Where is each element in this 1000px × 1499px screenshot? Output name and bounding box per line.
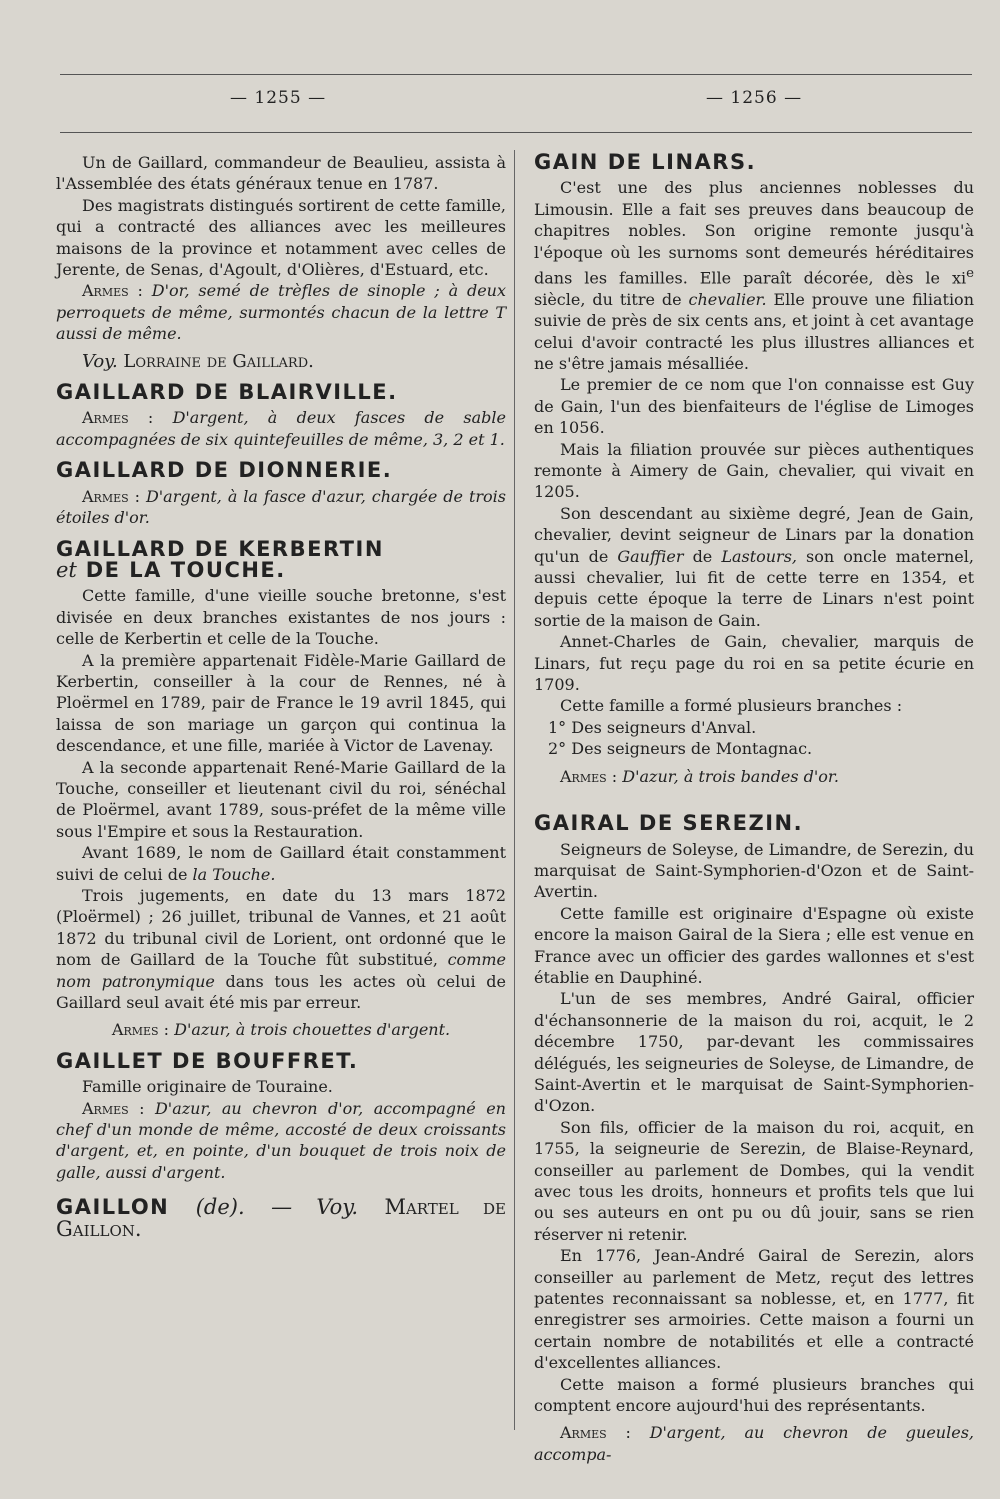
arms-entry: Armes : D'azur, à trois chouettes d'argent. [111,1020,451,1040]
right-page-number: — 1256 — [706,88,803,108]
cross-reference: Voy. Lorraine de Gaillard. [82,350,314,372]
paragraph: Son descendant au sixième degré, Jean de Gain, chevalier, devint seigneur de Linars par la donation qu'un de Gauffier de Lastours, son oncle maternel, aussi chevalier, lui fit de cette terre en 1354, et depuis cette époque la terre de Linars n'est point sortie de la maison de Gain. [534,503,974,630]
right-column [534,152,974,1471]
paragraph: Seigneurs de Soleyse, de Limandre, de Serezin, du marquisat de Saint-Symphorien-d'Ozon et de Saint-Avertin. [534,839,974,902]
paragraph: A la première appartenait Fidèle-Marie Gaillard de Kerbertin, conseiller à la cour de Rennes, né à Ploërmel en 1789, pair de France le 19 avril 1845, qui laissa de son mariage un garçon qui continua la descendance, et une fille, mariée à Victor de Lavenay. [56,650,506,756]
entry-heading: GAILLARD DE BLAIRVILLE. [56,380,398,405]
column-divider [514,150,515,1430]
entry-heading: GAILLET DE BOUFFRET. [56,1048,359,1073]
paragraph: Cette famille est originaire d'Espagne où existe encore la maison Gairal de la Siera ; elle est venue en France avec un officier des gardes wallonnes et s'est établie en Dauphiné. [534,903,974,987]
arms-entry: Armes : D'argent, à deux fasces de sable accompagnées de six quintefeuilles de même, 3, 2 et 1. [56,408,506,449]
paragraph: Annet-Charles de Gain, chevalier, marquis de Linars, fut reçu page du roi en sa petite écurie en 1709. [534,632,974,695]
paragraph: L'un de ses membres, André Gairal, officier d'échansonnerie de la maison du roi, acquit, le 2 décembre 1750, par-devant les commissaires délégués, les seigneuries de Soleyse, de Limandre, de Saint-Avertin et le marquisat de Saint-Symphorien-d'Ozon. [534,989,974,1116]
paragraph: C'est une des plus anciennes noblesses du Limousin. Elle a fait ses preuves dans beaucoup de chapitres nobles. Son origine remonte jusqu'à l'époque où les surnoms sont demeurés héréditaires dans les familles. Elle paraît décorée, dès le $xi^e$ siècle, du titre de chevalier. Elle prouve une filiation suivie de près de six cents ans, et joint à cet avantage celui d'avoir contracté les plus illustres alliances et ne s'être jamais mésalliée. [534,178,974,373]
arms-entry: Armes : D'argent, à la fasce d'azur, chargée de trois étoiles d'or. [56,486,506,528]
paragraph: Famille originaire de Touraine. [82,1077,333,1097]
entry-heading: GAILLARD DE KERBERTIN et DE LA TOUCHE. [56,536,384,582]
arms-entry: Armes : D'argent, au chevron de gueules, accompa- [534,1423,974,1464]
paragraph: Trois jugements, en date du 13 mars 1872 (Ploërmel) ; 26 juillet, tribunal de Vannes, et 21 août 1872 du tribunal civil de Lorient, ont ordonné que le nom de Gaillard de la Touche fût substitué, comme nom patronymique dans tous les actes où celui de Gaillard seul avait été mis par erreur. [56,886,506,1013]
arms-entry: Armes : D'azur, au chevron d'or, accompagné en chef d'un monde de même, accosté de deux croissants d'argent, et, en pointe, d'un bouquet de trois noix de galle, aussi d'argent. [56,1098,506,1182]
paragraph: Le premier de ce nom que l'on connaisse est Guy de Gain, l'un des bienfaiteurs de l'église de Limoges en 1056. [534,375,974,438]
paragraph: A la seconde appartenait René-Marie Gaillard de la Touche, conseiller et lieutenant civil du roi, sénéchal de Ploërmel, avant 1789, sous-préfet de la même ville sous l'Empire et sous la Restauration. [56,757,506,841]
top-rule [60,74,972,75]
header-rule [60,132,972,133]
left-page-number: — 1255 — [230,88,327,108]
entry-heading: GAIN DE LINARS. [534,150,757,174]
arms-entry: Armes : D'or, semé de trèfles de sinople ; à deux perroquets de même, surmontés chacun de la lettre T aussi de même. [56,281,506,344]
arms-entry: Armes : D'azur, à trois bandes d'or. [560,766,839,786]
paragraph: Des magistrats distingués sortirent de cette famille, qui a contracté des alliances avec les meilleures maisons de la province et notamment avec celles de Jerente, de Senas, d'Agoult, d'Olières, d'Estuard, etc. [56,195,506,280]
entry-heading: GAIRAL DE SEREZIN. [534,811,804,836]
list-item: 1° Des seigneurs d'Anval. [548,717,757,737]
paragraph: Avant 1689, le nom de Gaillard était constamment suivi de celui de la Touche. [56,843,506,884]
paragraph: Mais la filiation prouvée sur pièces authentiques remonte à Aimery de Gain, chevalier, qui vivait en 1205. [534,439,974,502]
list-item: 2° Des seigneurs de Montagnac. [548,739,813,759]
left-column [56,152,506,1244]
entry-heading: GAILLON (de). — Voy. Martel de Gaillon. [56,1195,506,1241]
paragraph: Son fils, officier de la maison du roi, acquit, en 1755, la seigneurie de Serezin, de Blaise-Reynard, conseiller au parlement de Dombes, qui la vendit avec tous les droits, honneurs et profits tels que lui ou ses auteurs en ont pu ou dû jouir, sans se rien réserver ni retenir. [534,1117,974,1244]
paragraph: En 1776, Jean-André Gairal de Serezin, alors conseiller au parlement de Metz, reçut des lettres patentes reconnaissant sa noblesse, et, en 1777, fit enregistrer ses armoiries. Cette maison a fourni un certain nombre de notabilités et elle a contracté d'excellentes alliances. [534,1246,974,1373]
paragraph: Cette maison a formé plusieurs branches qui comptent encore aujourd'hui des représentants. [534,1374,974,1416]
paragraph: Cette famille, d'une vieille souche bretonne, s'est divisée en deux branches existantes de nos jours : celle de Kerbertin et celle de la Touche. [56,586,506,649]
entry-heading: GAILLARD DE DIONNERIE. [56,458,393,483]
paragraph: Cette famille a formé plusieurs branches : [560,696,903,716]
paragraph: Un de Gaillard, commandeur de Beaulieu, assista à l'Assemblée des états généraux tenue en 1787. [56,153,506,194]
